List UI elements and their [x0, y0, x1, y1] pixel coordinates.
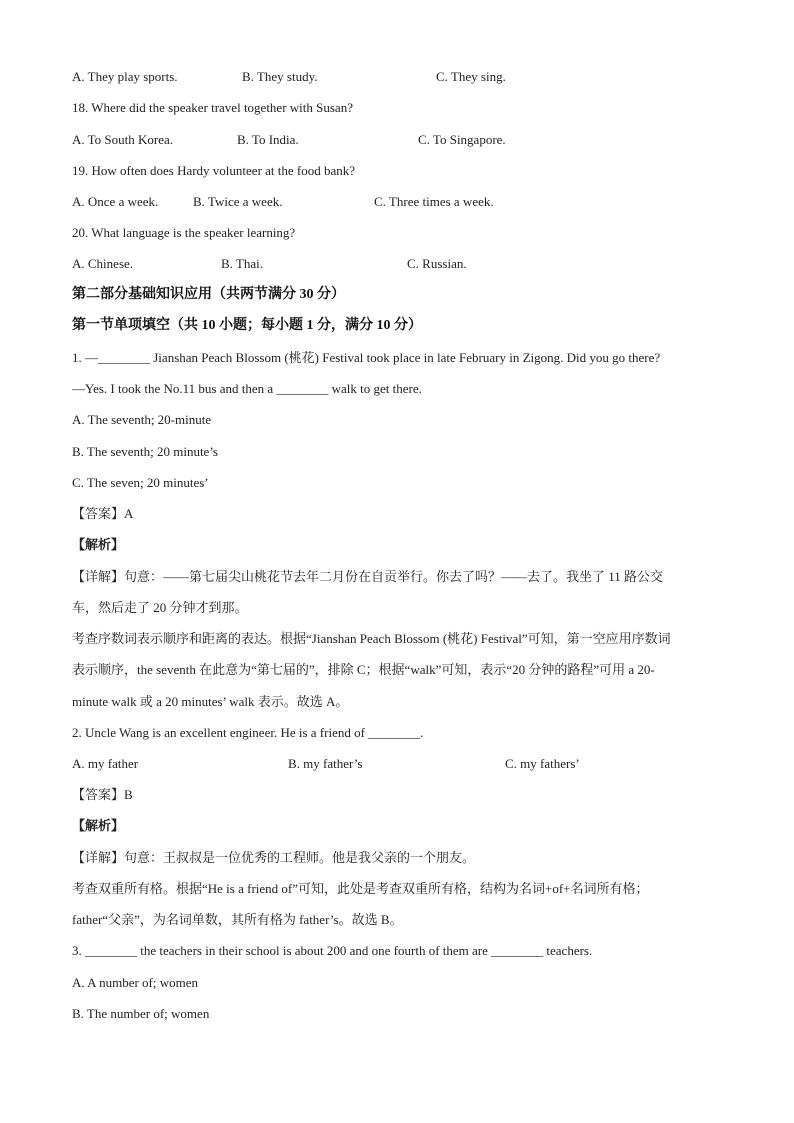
problem2-question: 2. Uncle Wang is an excellent engineer. He is a friend of ________.	[72, 725, 424, 740]
problem1-detail-line3: 考查序数词表示顺序和距离的表达。根据“Jianshan Peach Blossom (桃花) Festival”可知，第一空应用序数词	[72, 631, 671, 646]
q18-option-b: B. To India.	[237, 132, 299, 147]
problem1-option-c: C. The seven; 20 minutes’	[72, 475, 209, 490]
problem1-detail-line5: minute walk 或 a 20 minutes’ walk 表示。故选 A。	[72, 694, 349, 709]
problem2-detail-line3: father“父亲”，为名词单数，其所有格为 father’s。故选 B。	[72, 912, 403, 927]
q20-option-c: C. Russian.	[407, 256, 467, 271]
problem3-option-a: A. A number of; women	[72, 975, 199, 990]
q19-option-b: B. Twice a week.	[193, 194, 283, 209]
q19-option-a: A. Once a week.	[72, 194, 159, 209]
problem1-answer: 【答案】A	[72, 506, 134, 521]
q20-question: 20. What language is the speaker learning?	[72, 225, 296, 240]
q20-option-b: B. Thai.	[221, 256, 264, 271]
problem1-detail-line2: 车，然后走了 20 分钟才到那。	[72, 600, 248, 615]
q18-question: 18. Where did the speaker travel together with Susan?	[72, 100, 353, 115]
problem2-option-c: C. my fathers’	[505, 756, 580, 771]
problem1-option-a: A. The seventh; 20-minute	[72, 412, 212, 427]
problem2-detail-line1: 【详解】句意：王叔叔是一位优秀的工程师。他是我父亲的一个朋友。	[72, 850, 476, 865]
problem2-detail-line2: 考查双重所有格。根据“He is a friend of”可知，此处是考查双重所有格，结构为名词+of+名词所有格；	[72, 881, 649, 896]
q17-option-b: B. They study.	[242, 69, 318, 84]
problem3-question: 3. ________ the teachers in their school is about 200 and one fourth of them are ________ teachers.	[72, 943, 593, 958]
problem1-detail-line1: 【详解】句意：——第七届尖山桃花节去年二月份在自贡举行。你去了吗？——去了。我坐了 11 路公交	[72, 569, 664, 584]
problem3-option-b: B. The number of; women	[72, 1006, 210, 1021]
section1-heading: 第一节单项填空（共 10 小题；每小题 1 分，满分 10 分）	[72, 318, 422, 333]
problem2-answer: 【答案】B	[72, 787, 133, 802]
q17-option-a: A. They play sports.	[72, 69, 178, 84]
q18-option-a: A. To South Korea.	[72, 132, 174, 147]
problem1-question: 1. —________ Jianshan Peach Blossom (桃花) Festival took place in late February in Zigong. Did you go there?	[72, 350, 661, 365]
problem1-detail-line4: 表示顺序，the seventh 在此意为“第七届的”，排除 C；根据“walk”可知，表示“20 分钟的路程”可用 a 20-	[72, 662, 655, 677]
q18-option-c: C. To Singapore.	[418, 132, 506, 147]
q19-question: 19. How often does Hardy volunteer at the food bank?	[72, 163, 356, 178]
problem2-analysis-label: 【解析】	[72, 818, 125, 833]
problem1-option-b: B. The seventh; 20 minute’s	[72, 444, 218, 459]
part2-heading: 第二部分基础知识应用（共两节满分 30 分）	[72, 287, 345, 302]
q17-option-c: C. They sing.	[436, 69, 506, 84]
q19-option-c: C. Three times a week.	[374, 194, 494, 209]
problem1-analysis-label: 【解析】	[72, 537, 125, 552]
problem2-option-a: A. my father	[72, 756, 139, 771]
problem1-question-reply: —Yes. I took the No.11 bus and then a ________ walk to get there.	[72, 381, 422, 396]
problem2-option-b: B. my father’s	[288, 756, 363, 771]
q20-option-a: A. Chinese.	[72, 256, 134, 271]
